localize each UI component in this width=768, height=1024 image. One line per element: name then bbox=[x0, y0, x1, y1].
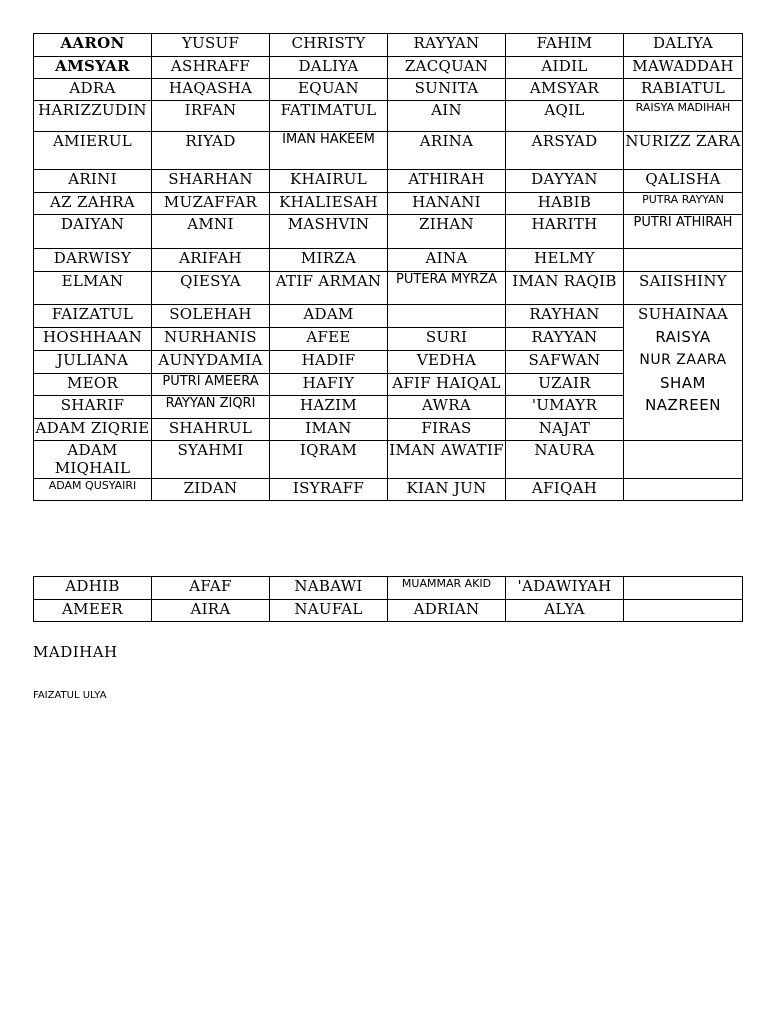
table-cell: 'ADAWIYAH bbox=[506, 577, 624, 600]
table-cell: DAYYAN bbox=[506, 170, 624, 193]
table-cell: NURHANIS bbox=[152, 328, 270, 351]
table-cell: UZAIR bbox=[506, 374, 624, 396]
table-row bbox=[34, 215, 743, 249]
table-cell: SHAM bbox=[624, 374, 743, 396]
table-cell: IQRAM bbox=[270, 441, 388, 479]
table-row bbox=[34, 79, 743, 101]
table-cell: QALISHA bbox=[624, 170, 743, 193]
table-cell: ADAM QUSYAIRI bbox=[34, 479, 152, 501]
table-cell: HOSHHAAN bbox=[34, 328, 152, 351]
table-cell: CHRISTY bbox=[270, 34, 388, 57]
table-cell: PUTRI ATHIRAH bbox=[624, 215, 743, 249]
table-cell: MIRZA bbox=[270, 249, 388, 272]
note-madihah: MADIHAH bbox=[33, 643, 118, 661]
table-cell: SURI bbox=[388, 328, 506, 351]
table-cell: IMAN bbox=[270, 419, 388, 441]
table-row bbox=[34, 193, 743, 215]
table-cell: RAYYAN bbox=[506, 328, 624, 351]
table-cell: SUHAINAA bbox=[624, 305, 743, 328]
table-cell: HADIF bbox=[270, 351, 388, 374]
table-row bbox=[34, 132, 743, 170]
table-cell: AUNYDAMIA bbox=[152, 351, 270, 374]
note-faizatul-ulya: FAIZATUL ULYA bbox=[33, 690, 107, 701]
table-cell: AARON bbox=[34, 34, 152, 57]
table-cell: HAZIM bbox=[270, 396, 388, 419]
table-cell: ARINI bbox=[34, 170, 152, 193]
table-cell: SUNITA bbox=[388, 79, 506, 101]
table-cell: PUTRA RAYYAN bbox=[624, 193, 743, 215]
table-row bbox=[34, 101, 743, 132]
table-cell: RAYHAN bbox=[506, 305, 624, 328]
table-row bbox=[34, 57, 743, 79]
table-cell: KHALIESAH bbox=[270, 193, 388, 215]
table-cell: MAWADDAH bbox=[624, 57, 743, 79]
table-cell: AINA bbox=[388, 249, 506, 272]
table-cell bbox=[624, 249, 743, 272]
table-cell: PUTERA MYRZA bbox=[388, 272, 506, 305]
table-cell: SAIISHINY bbox=[624, 272, 743, 305]
table-cell: KHAIRUL bbox=[270, 170, 388, 193]
table-cell: AMEER bbox=[34, 600, 152, 622]
table-cell: ATIF ARMAN bbox=[270, 272, 388, 305]
table-cell: NAUFAL bbox=[270, 600, 388, 622]
table-row bbox=[34, 441, 743, 479]
table-cell: ALYA bbox=[506, 600, 624, 622]
table-cell: IMAN HAKEEM bbox=[270, 132, 388, 170]
table-cell: NAZREEN bbox=[624, 396, 743, 419]
table-cell: 'UMAYR bbox=[506, 396, 624, 419]
table-cell: MEOR bbox=[34, 374, 152, 396]
table-cell: YUSUF bbox=[152, 34, 270, 57]
table-cell: RAISYA MADIHAH bbox=[624, 101, 743, 132]
table-cell: IMAN AWATIF bbox=[388, 441, 506, 479]
table-cell: IRFAN bbox=[152, 101, 270, 132]
table-cell: FAIZATUL bbox=[34, 305, 152, 328]
table-cell: HAFIY bbox=[270, 374, 388, 396]
table-cell bbox=[624, 419, 743, 441]
table-cell: MASHVIN bbox=[270, 215, 388, 249]
table-row bbox=[34, 374, 743, 396]
table-cell: ARSYAD bbox=[506, 132, 624, 170]
table-cell: ZACQUAN bbox=[388, 57, 506, 79]
second-name-table bbox=[33, 576, 743, 622]
table-cell: ISYRAFF bbox=[270, 479, 388, 501]
table-cell: AMSYAR bbox=[34, 57, 152, 79]
table-row bbox=[34, 328, 743, 351]
table-cell: AZ ZAHRA bbox=[34, 193, 152, 215]
table-cell: AFAF bbox=[152, 577, 270, 600]
table-cell: SYAHMI bbox=[152, 441, 270, 479]
table-cell: DALIYA bbox=[624, 34, 743, 57]
table-cell: AIN bbox=[388, 101, 506, 132]
table-cell: AWRA bbox=[388, 396, 506, 419]
table-row bbox=[34, 419, 743, 441]
table-cell: PUTRI AMEERA bbox=[152, 374, 270, 396]
table-cell: SHAHRUL bbox=[152, 419, 270, 441]
table-cell: AMNI bbox=[152, 215, 270, 249]
table-cell: ASHRAFF bbox=[152, 57, 270, 79]
table-row bbox=[34, 577, 743, 600]
table-row bbox=[34, 479, 743, 501]
table-cell: MUAMMAR AKID bbox=[388, 577, 506, 600]
table-cell: FAHIM bbox=[506, 34, 624, 57]
table-cell: NURIZZ ZARA bbox=[624, 132, 743, 170]
table-cell: AFIQAH bbox=[506, 479, 624, 501]
table-cell: NAURA bbox=[506, 441, 624, 479]
table-cell: ARINA bbox=[388, 132, 506, 170]
table-cell: ADRIAN bbox=[388, 600, 506, 622]
table-row bbox=[34, 34, 743, 57]
table-cell: ADAM bbox=[270, 305, 388, 328]
table-cell: ADRA bbox=[34, 79, 152, 101]
table-cell: DARWISY bbox=[34, 249, 152, 272]
table-cell: JULIANA bbox=[34, 351, 152, 374]
table-cell: AFIF HAIQAL bbox=[388, 374, 506, 396]
table-cell: ADHIB bbox=[34, 577, 152, 600]
table-cell bbox=[624, 577, 743, 600]
table-cell: KIAN JUN bbox=[388, 479, 506, 501]
table-cell: HANANI bbox=[388, 193, 506, 215]
table-cell: NABAWI bbox=[270, 577, 388, 600]
table-cell bbox=[388, 305, 506, 328]
table-cell: HABIB bbox=[506, 193, 624, 215]
table-cell: HAQASHA bbox=[152, 79, 270, 101]
table-row bbox=[34, 249, 743, 272]
table-cell: RIYAD bbox=[152, 132, 270, 170]
table-cell: HARIZZUDIN bbox=[34, 101, 152, 132]
table-cell: VEDHA bbox=[388, 351, 506, 374]
table-cell: ADAM ZIQRIE bbox=[34, 419, 152, 441]
table-cell: DAIYAN bbox=[34, 215, 152, 249]
table-cell: ZIDAN bbox=[152, 479, 270, 501]
table-cell: AFEE bbox=[270, 328, 388, 351]
table-cell bbox=[624, 600, 743, 622]
table-cell: EQUAN bbox=[270, 79, 388, 101]
table-cell: SHARHAN bbox=[152, 170, 270, 193]
table-row bbox=[34, 170, 743, 193]
table-cell: FATIMATUL bbox=[270, 101, 388, 132]
table-row bbox=[34, 272, 743, 305]
table-row bbox=[34, 600, 743, 622]
table-cell: IMAN RAQIB bbox=[506, 272, 624, 305]
table-cell: ELMAN bbox=[34, 272, 152, 305]
table-cell: ARIFAH bbox=[152, 249, 270, 272]
table-cell: ZIHAN bbox=[388, 215, 506, 249]
table-cell: RAISYA bbox=[624, 328, 743, 351]
table-cell: AIRA bbox=[152, 600, 270, 622]
table-row bbox=[34, 396, 743, 419]
table-cell: FIRAS bbox=[388, 419, 506, 441]
table-cell: RAYYAN bbox=[388, 34, 506, 57]
table-cell: AQIL bbox=[506, 101, 624, 132]
main-name-table bbox=[33, 33, 743, 501]
table-cell: AIDIL bbox=[506, 57, 624, 79]
table-cell: SOLEHAH bbox=[152, 305, 270, 328]
table-cell: NAJAT bbox=[506, 419, 624, 441]
table-cell: QIESYA bbox=[152, 272, 270, 305]
table-cell: RABIATUL bbox=[624, 79, 743, 101]
table-cell: SAFWAN bbox=[506, 351, 624, 374]
table-cell: AMSYAR bbox=[506, 79, 624, 101]
table-cell: NUR ZAARA bbox=[624, 351, 743, 374]
table-cell: ADAM MIQHAIL bbox=[34, 441, 152, 479]
table-cell: HARITH bbox=[506, 215, 624, 249]
table-cell: RAYYAN ZIQRI bbox=[152, 396, 270, 419]
table-cell: SHARIF bbox=[34, 396, 152, 419]
table-cell: AMIERUL bbox=[34, 132, 152, 170]
table-row bbox=[34, 305, 743, 328]
table-row bbox=[34, 351, 743, 374]
table-cell: DALIYA bbox=[270, 57, 388, 79]
table-cell bbox=[624, 479, 743, 501]
table-cell bbox=[624, 441, 743, 479]
table-cell: HELMY bbox=[506, 249, 624, 272]
table-cell: ATHIRAH bbox=[388, 170, 506, 193]
table-cell: MUZAFFAR bbox=[152, 193, 270, 215]
